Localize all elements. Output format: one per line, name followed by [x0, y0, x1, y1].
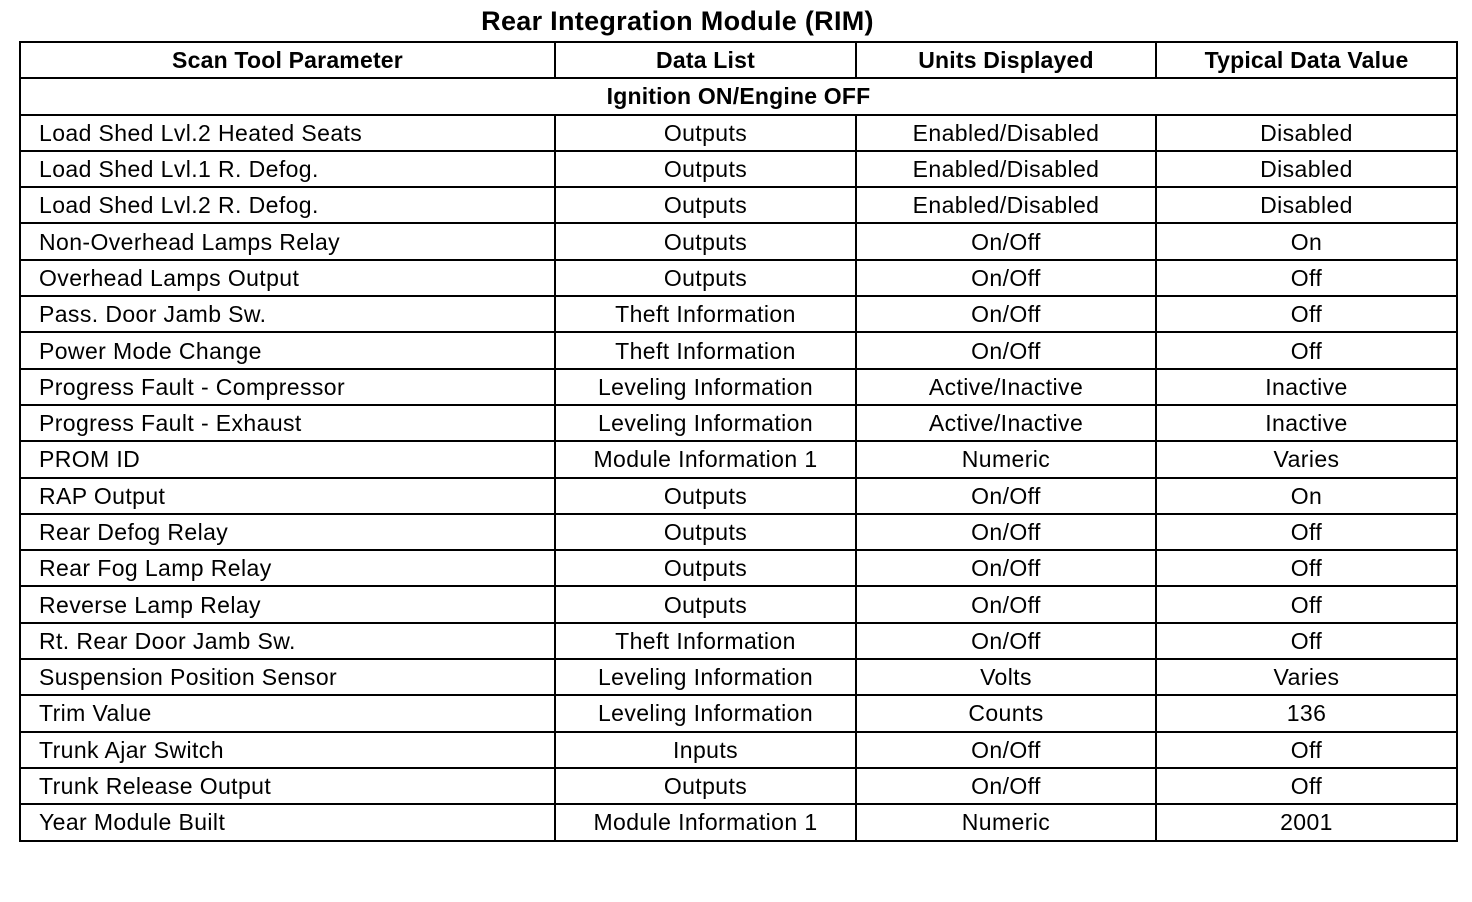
cell-units: On/Off — [856, 296, 1156, 332]
table-row — [20, 405, 1457, 441]
cell-parameter: Non-Overhead Lamps Relay — [20, 223, 555, 259]
table-row — [20, 804, 1457, 840]
cell-typical-value: Varies — [1156, 441, 1457, 477]
cell-units: Numeric — [856, 441, 1156, 477]
table-row — [20, 441, 1457, 477]
cell-data-list: Inputs — [555, 732, 856, 768]
cell-units: Volts — [856, 659, 1156, 695]
table-row — [20, 695, 1457, 731]
cell-data-list: Outputs — [555, 223, 856, 259]
cell-typical-value: 2001 — [1156, 804, 1457, 840]
cell-units: Numeric — [856, 804, 1156, 840]
cell-units: On/Off — [856, 260, 1156, 296]
cell-parameter: Progress Fault - Exhaust — [20, 405, 555, 441]
cell-units: Active/Inactive — [856, 369, 1156, 405]
cell-parameter: Reverse Lamp Relay — [20, 586, 555, 622]
cell-units: Enabled/Disabled — [856, 151, 1156, 187]
cell-data-list: Outputs — [555, 550, 856, 586]
cell-typical-value: Off — [1156, 514, 1457, 550]
cell-parameter: Trunk Ajar Switch — [20, 732, 555, 768]
table-row — [20, 586, 1457, 622]
cell-data-list: Theft Information — [555, 623, 856, 659]
table-row — [20, 187, 1457, 223]
cell-units: On/Off — [856, 550, 1156, 586]
cell-typical-value: Disabled — [1156, 151, 1457, 187]
scan-tool-data-table — [19, 41, 1458, 842]
page-title: Rear Integration Module (RIM) — [481, 6, 874, 36]
cell-parameter: Rt. Rear Door Jamb Sw. — [20, 623, 555, 659]
cell-typical-value: Inactive — [1156, 405, 1457, 441]
header-scan-tool-parameter: Scan Tool Parameter — [20, 42, 555, 78]
cell-typical-value: Off — [1156, 550, 1457, 586]
table-row — [20, 732, 1457, 768]
cell-typical-value: Inactive — [1156, 369, 1457, 405]
section-row — [20, 78, 1457, 114]
cell-parameter: RAP Output — [20, 478, 555, 514]
table-row — [20, 514, 1457, 550]
table-row — [20, 151, 1457, 187]
table-row — [20, 768, 1457, 804]
cell-typical-value: Off — [1156, 586, 1457, 622]
cell-data-list: Outputs — [555, 768, 856, 804]
cell-typical-value: Off — [1156, 732, 1457, 768]
cell-data-list: Leveling Information — [555, 659, 856, 695]
cell-parameter: Load Shed Lvl.1 R. Defog. — [20, 151, 555, 187]
cell-parameter: Overhead Lamps Output — [20, 260, 555, 296]
cell-parameter: Load Shed Lvl.2 Heated Seats — [20, 115, 555, 151]
cell-units: On/Off — [856, 623, 1156, 659]
table-row — [20, 223, 1457, 259]
table-row — [20, 115, 1457, 151]
cell-data-list: Leveling Information — [555, 405, 856, 441]
cell-data-list: Module Information 1 — [555, 804, 856, 840]
table-row — [20, 623, 1457, 659]
header-typical-data-value: Typical Data Value — [1156, 42, 1457, 78]
table-row — [20, 369, 1457, 405]
cell-units: On/Off — [856, 478, 1156, 514]
header-data-list: Data List — [555, 42, 856, 78]
cell-parameter: Trunk Release Output — [20, 768, 555, 804]
cell-data-list: Leveling Information — [555, 695, 856, 731]
cell-data-list: Outputs — [555, 187, 856, 223]
cell-data-list: Theft Information — [555, 332, 856, 368]
cell-typical-value: Disabled — [1156, 115, 1457, 151]
table-row — [20, 659, 1457, 695]
cell-parameter: Progress Fault - Compressor — [20, 369, 555, 405]
cell-data-list: Module Information 1 — [555, 441, 856, 477]
cell-data-list: Outputs — [555, 586, 856, 622]
table-header-row — [20, 42, 1457, 78]
cell-typical-value: Off — [1156, 332, 1457, 368]
cell-parameter: Suspension Position Sensor — [20, 659, 555, 695]
cell-parameter: Load Shed Lvl.2 R. Defog. — [20, 187, 555, 223]
cell-typical-value: Off — [1156, 768, 1457, 804]
cell-typical-value: 136 — [1156, 695, 1457, 731]
cell-units: Enabled/Disabled — [856, 115, 1156, 151]
cell-parameter: Trim Value — [20, 695, 555, 731]
cell-data-list: Outputs — [555, 514, 856, 550]
header-units-displayed: Units Displayed — [856, 42, 1156, 78]
cell-parameter: Rear Defog Relay — [20, 514, 555, 550]
cell-data-list: Outputs — [555, 260, 856, 296]
cell-units: Enabled/Disabled — [856, 187, 1156, 223]
cell-parameter: Pass. Door Jamb Sw. — [20, 296, 555, 332]
table-row — [20, 550, 1457, 586]
cell-parameter: Year Module Built — [20, 804, 555, 840]
cell-units: Counts — [856, 695, 1156, 731]
cell-parameter: Power Mode Change — [20, 332, 555, 368]
cell-data-list: Outputs — [555, 151, 856, 187]
table-row — [20, 260, 1457, 296]
cell-typical-value: Varies — [1156, 659, 1457, 695]
cell-typical-value: On — [1156, 223, 1457, 259]
cell-units: On/Off — [856, 223, 1156, 259]
cell-parameter: PROM ID — [20, 441, 555, 477]
cell-data-list: Theft Information — [555, 296, 856, 332]
section-label: Ignition ON/Engine OFF — [20, 78, 1457, 114]
cell-units: On/Off — [856, 768, 1156, 804]
table-row — [20, 296, 1457, 332]
cell-data-list: Outputs — [555, 478, 856, 514]
table-row — [20, 332, 1457, 368]
cell-units: On/Off — [856, 732, 1156, 768]
cell-units: On/Off — [856, 332, 1156, 368]
cell-data-list: Leveling Information — [555, 369, 856, 405]
cell-typical-value: Off — [1156, 260, 1457, 296]
table-row — [20, 478, 1457, 514]
cell-typical-value: On — [1156, 478, 1457, 514]
cell-units: On/Off — [856, 514, 1156, 550]
cell-typical-value: Disabled — [1156, 187, 1457, 223]
cell-units: Active/Inactive — [856, 405, 1156, 441]
cell-typical-value: Off — [1156, 296, 1457, 332]
cell-typical-value: Off — [1156, 623, 1457, 659]
table-body — [20, 78, 1457, 840]
cell-units: On/Off — [856, 586, 1156, 622]
cell-data-list: Outputs — [555, 115, 856, 151]
cell-parameter: Rear Fog Lamp Relay — [20, 550, 555, 586]
